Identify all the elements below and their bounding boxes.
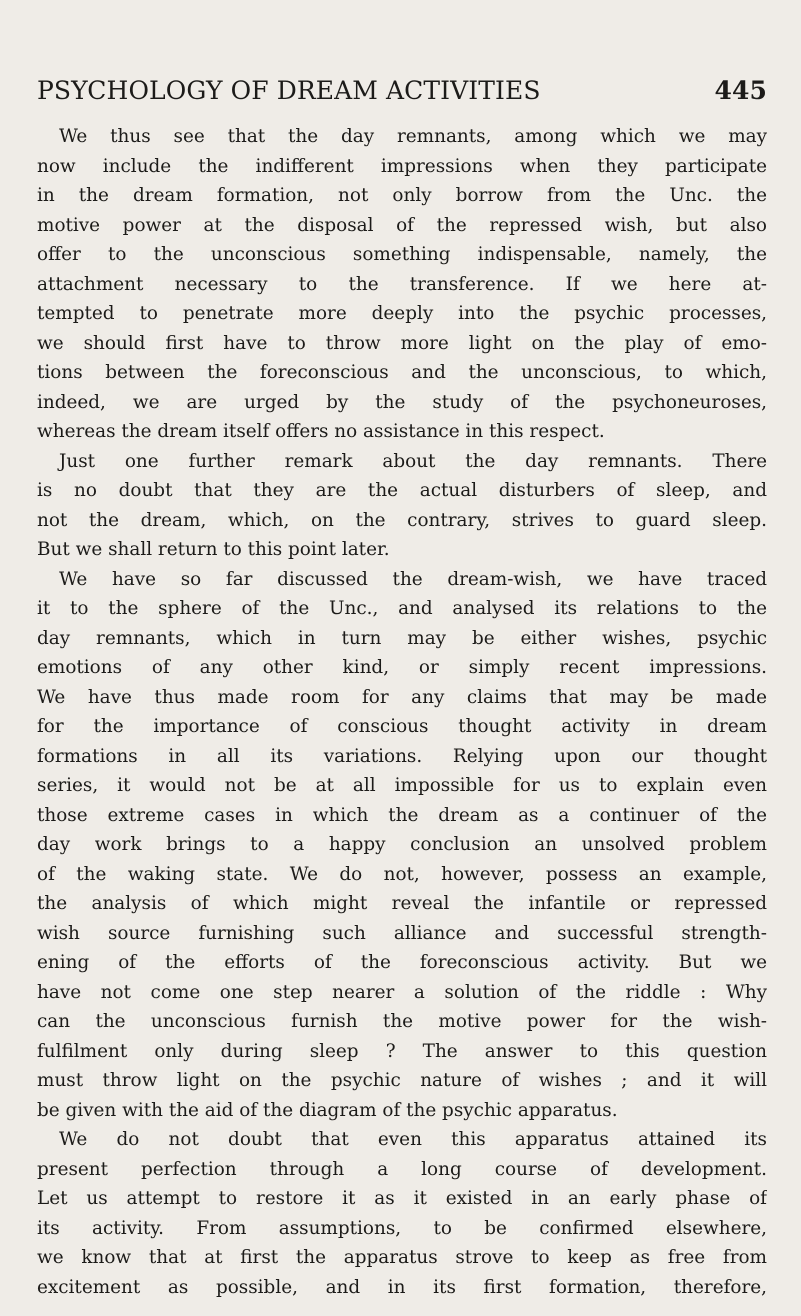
text-line: those extreme cases in which the dream as a continuer of the <box>37 804 767 826</box>
paragraph <box>37 122 767 447</box>
text-line: ening of the efforts of the foreconscious activity. But we <box>37 952 767 973</box>
page-number: 445 <box>714 76 767 105</box>
text-line: day work brings to a happy conclusion an unsolved problem <box>37 834 767 855</box>
text-line: excitement as possible, and in its first formation, therefore, <box>37 1276 767 1298</box>
text-line: have not come one step nearer a solution of the riddle : Why <box>37 981 767 1003</box>
running-head <box>37 76 767 114</box>
text-line: not the dream, which, on the contrary, strives to guard sleep. <box>37 509 767 531</box>
text-line: present perfection through a long course of development. <box>37 1158 767 1180</box>
text-line: the analysis of which might reveal the infantile or repressed <box>37 893 767 914</box>
text-line: in the dream formation, not only borrow from the Unc. the <box>37 185 767 206</box>
text-line: We have thus made room for any claims that may be made <box>37 686 767 708</box>
text-line: emotions of any other kind, or simply recent impressions. <box>37 657 767 678</box>
text-line: We do not doubt that even this apparatus attained its <box>59 1129 767 1150</box>
paragraph <box>37 565 767 1126</box>
text-line: fulfilment only during sleep ? The answer to this question <box>37 1040 767 1062</box>
text-line: Let us attempt to restore it as it existed in an early phase of <box>37 1188 767 1209</box>
paragraph <box>37 447 767 565</box>
text-line: of the waking state. We do not, however, possess an example, <box>37 863 767 885</box>
text-line: offer to the unconscious something indispensable, namely, the <box>37 244 767 265</box>
body-text <box>37 122 767 1302</box>
text-line: indeed, we are urged by the study of the psychoneuroses, <box>37 391 767 413</box>
text-line: day remnants, which in turn may be either wishes, psychic <box>37 627 767 649</box>
text-line: be given with the aid of the diagram of the psychic apparatus. <box>37 1099 618 1121</box>
text-line: motive power at the disposal of the repressed wish, but also <box>37 214 767 236</box>
text-line: Just one further remark about the day remnants. There <box>59 450 767 472</box>
text-line: tions between the foreconscious and the unconscious, to which, <box>37 362 767 383</box>
text-line: formations in all its variations. Relying upon our thought <box>37 745 767 767</box>
text-line: wish source furnishing such alliance and successful strength- <box>37 922 767 944</box>
text-line: its activity. From assumptions, to be confirmed elsewhere, <box>37 1217 767 1239</box>
paragraph <box>37 1125 767 1302</box>
text-line: must throw light on the psychic nature of wishes ; and it will <box>37 1070 767 1091</box>
text-line: is no doubt that they are the actual disturbers of sleep, and <box>37 480 767 501</box>
text-line: we should first have to throw more light on the play of emo- <box>37 332 767 354</box>
text-line: for the importance of conscious thought activity in dream <box>37 716 767 737</box>
text-line: whereas the dream itself offers no assistance in this respect. <box>37 421 605 442</box>
text-line: attachment necessary to the transference. If we here at- <box>37 273 767 295</box>
text-line: We thus see that the day remnants, among which we may <box>59 126 767 147</box>
text-line: series, it would not be at all impossible for us to explain even <box>37 775 767 796</box>
text-line: tempted to penetrate more deeply into the psychic processes, <box>37 303 767 324</box>
text-line: But we shall return to this point later. <box>37 539 390 560</box>
text-line: We have so far discussed the dream-wish, we have traced <box>59 568 767 590</box>
text-line: can the unconscious furnish the motive power for the wish- <box>37 1011 767 1032</box>
text-line: we know that at first the apparatus strove to keep as free from <box>37 1247 767 1268</box>
text-line: it to the sphere of the Unc., and analysed its relations to the <box>37 598 767 619</box>
text-line: now include the indifferent impressions when they participate <box>37 155 767 177</box>
running-title: PSYCHOLOGY OF DREAM ACTIVITIES <box>37 76 541 105</box>
